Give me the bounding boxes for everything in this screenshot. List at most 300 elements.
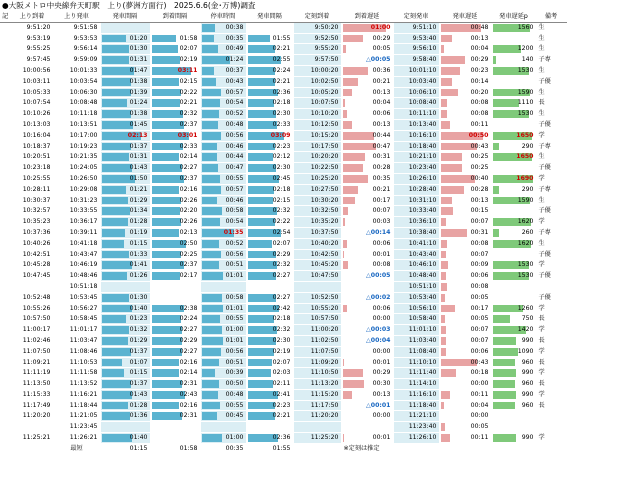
departure-delay-cell[interactable]	[439, 238, 491, 249]
dep-headway-cell[interactable]	[100, 249, 150, 260]
delay-p-cell[interactable]	[491, 206, 536, 217]
departure-cell[interactable]	[53, 55, 100, 66]
scheduled-arrival-cell[interactable]	[293, 98, 341, 109]
arrival-cell[interactable]	[11, 379, 53, 390]
summary-min-dep-headway[interactable]: 01:15	[100, 443, 150, 454]
delay-p-cell[interactable]	[491, 400, 536, 411]
delay-p-cell[interactable]	[491, 130, 536, 141]
interval-cell[interactable]	[246, 346, 293, 357]
note-cell[interactable]	[536, 141, 566, 152]
departure-delay-cell[interactable]	[439, 281, 491, 292]
arrival-cell[interactable]	[11, 76, 53, 87]
arrival-delay-cell[interactable]	[341, 238, 393, 249]
departure-cell[interactable]	[53, 195, 100, 206]
note-cell[interactable]	[536, 335, 566, 346]
departure-delay-cell[interactable]	[439, 130, 491, 141]
arrival-cell[interactable]	[11, 206, 53, 217]
interval-cell[interactable]	[246, 163, 293, 174]
dep-headway-cell[interactable]	[100, 173, 150, 184]
interval-cell[interactable]	[246, 325, 293, 336]
delay-p-cell[interactable]	[491, 346, 536, 357]
scheduled-arrival-cell[interactable]	[293, 379, 341, 390]
interval-cell[interactable]	[246, 379, 293, 390]
scheduled-departure-cell[interactable]	[393, 411, 439, 422]
scheduled-arrival-cell[interactable]	[293, 22, 341, 33]
row-marker-cell[interactable]	[0, 184, 11, 195]
dwell-cell[interactable]	[200, 173, 246, 184]
departure-cell[interactable]	[53, 400, 100, 411]
delay-p-cell[interactable]	[491, 87, 536, 98]
delay-p-cell[interactable]	[491, 152, 536, 163]
note-cell[interactable]	[536, 152, 566, 163]
scheduled-departure-cell[interactable]	[393, 357, 439, 368]
interval-cell[interactable]	[246, 303, 293, 314]
dwell-cell[interactable]	[200, 335, 246, 346]
interval-cell[interactable]	[246, 119, 293, 130]
row-marker-cell[interactable]	[0, 389, 11, 400]
arr-headway-cell[interactable]	[150, 65, 200, 76]
dwell-cell[interactable]	[200, 303, 246, 314]
dwell-cell[interactable]	[200, 152, 246, 163]
arrival-delay-cell[interactable]	[341, 281, 393, 292]
departure-delay-cell[interactable]	[439, 271, 491, 282]
dep-headway-cell[interactable]	[100, 314, 150, 325]
table-cell[interactable]	[293, 443, 341, 454]
dep-headway-cell[interactable]	[100, 163, 150, 174]
arr-headway-cell[interactable]	[150, 119, 200, 130]
dwell-cell[interactable]	[200, 55, 246, 66]
delay-p-cell[interactable]	[491, 325, 536, 336]
dwell-cell[interactable]	[200, 130, 246, 141]
scheduled-departure-cell[interactable]	[393, 335, 439, 346]
scheduled-departure-cell[interactable]	[393, 389, 439, 400]
header-cell[interactable]: 停車時間	[200, 12, 246, 22]
dep-headway-cell[interactable]	[100, 389, 150, 400]
delay-p-cell[interactable]	[491, 303, 536, 314]
departure-delay-cell[interactable]	[439, 227, 491, 238]
arr-headway-cell[interactable]	[150, 314, 200, 325]
dep-headway-cell[interactable]	[100, 119, 150, 130]
scheduled-arrival-cell[interactable]	[293, 325, 341, 336]
row-marker-cell[interactable]	[0, 303, 11, 314]
arrival-cell[interactable]	[11, 217, 53, 228]
dwell-cell[interactable]	[200, 271, 246, 282]
arrival-delay-cell[interactable]	[341, 119, 393, 130]
interval-cell[interactable]	[246, 87, 293, 98]
arrival-cell[interactable]	[11, 292, 53, 303]
interval-cell[interactable]	[246, 44, 293, 55]
departure-delay-cell[interactable]	[439, 292, 491, 303]
delay-p-cell[interactable]	[491, 357, 536, 368]
dwell-cell[interactable]	[200, 109, 246, 120]
departure-cell[interactable]	[53, 152, 100, 163]
arrival-cell[interactable]	[11, 422, 53, 433]
dep-headway-cell[interactable]	[100, 217, 150, 228]
arrival-delay-cell[interactable]	[341, 379, 393, 390]
scheduled-departure-cell[interactable]	[393, 346, 439, 357]
arrival-delay-cell[interactable]	[341, 22, 393, 33]
arrival-delay-cell[interactable]	[341, 325, 393, 336]
dwell-cell[interactable]	[200, 44, 246, 55]
header-cell[interactable]: 定刻到着	[293, 12, 341, 22]
delay-p-cell[interactable]	[491, 292, 536, 303]
summary-min-interval[interactable]: 01:55	[246, 443, 293, 454]
scheduled-departure-cell[interactable]	[393, 249, 439, 260]
scheduled-arrival-cell[interactable]	[293, 195, 341, 206]
dwell-cell[interactable]	[200, 249, 246, 260]
row-marker-cell[interactable]	[0, 271, 11, 282]
row-marker-cell[interactable]	[0, 249, 11, 260]
scheduled-departure-cell[interactable]	[393, 87, 439, 98]
dep-headway-cell[interactable]	[100, 206, 150, 217]
scheduled-departure-cell[interactable]	[393, 65, 439, 76]
dwell-cell[interactable]	[200, 281, 246, 292]
departure-cell[interactable]	[53, 357, 100, 368]
departure-delay-cell[interactable]	[439, 379, 491, 390]
note-cell[interactable]	[536, 163, 566, 174]
note-cell[interactable]	[536, 400, 566, 411]
scheduled-arrival-cell[interactable]	[293, 33, 341, 44]
arrival-delay-cell[interactable]	[341, 65, 393, 76]
arr-headway-cell[interactable]	[150, 238, 200, 249]
interval-cell[interactable]	[246, 206, 293, 217]
dwell-cell[interactable]	[200, 325, 246, 336]
row-marker-cell[interactable]	[0, 195, 11, 206]
departure-delay-cell[interactable]	[439, 389, 491, 400]
delay-p-cell[interactable]	[491, 76, 536, 87]
departure-cell[interactable]	[53, 292, 100, 303]
arr-headway-cell[interactable]	[150, 227, 200, 238]
arrival-delay-cell[interactable]	[341, 411, 393, 422]
dwell-cell[interactable]	[200, 368, 246, 379]
interval-cell[interactable]	[246, 422, 293, 433]
note-cell[interactable]	[536, 76, 566, 87]
departure-delay-cell[interactable]	[439, 249, 491, 260]
departure-delay-cell[interactable]	[439, 303, 491, 314]
delay-p-cell[interactable]	[491, 119, 536, 130]
interval-cell[interactable]	[246, 400, 293, 411]
scheduled-departure-cell[interactable]	[393, 368, 439, 379]
arrival-cell[interactable]	[11, 184, 53, 195]
arr-headway-cell[interactable]	[150, 260, 200, 271]
departure-delay-cell[interactable]	[439, 119, 491, 130]
arrival-delay-cell[interactable]	[341, 152, 393, 163]
scheduled-arrival-cell[interactable]	[293, 152, 341, 163]
departure-cell[interactable]	[53, 368, 100, 379]
table-cell[interactable]	[0, 443, 11, 454]
departure-cell[interactable]	[53, 206, 100, 217]
delay-p-cell[interactable]	[491, 368, 536, 379]
note-cell[interactable]	[536, 109, 566, 120]
scheduled-arrival-cell[interactable]	[293, 55, 341, 66]
arrival-delay-cell[interactable]	[341, 433, 393, 444]
delay-p-cell[interactable]	[491, 314, 536, 325]
row-marker-cell[interactable]	[0, 141, 11, 152]
interval-cell[interactable]	[246, 368, 293, 379]
row-marker-cell[interactable]	[0, 400, 11, 411]
row-marker-cell[interactable]	[0, 368, 11, 379]
arr-headway-cell[interactable]	[150, 422, 200, 433]
departure-delay-cell[interactable]	[439, 184, 491, 195]
departure-delay-cell[interactable]	[439, 163, 491, 174]
dwell-cell[interactable]	[200, 346, 246, 357]
interval-cell[interactable]	[246, 152, 293, 163]
departure-delay-cell[interactable]	[439, 206, 491, 217]
interval-cell[interactable]	[246, 249, 293, 260]
scheduled-arrival-cell[interactable]	[293, 184, 341, 195]
arr-headway-cell[interactable]	[150, 368, 200, 379]
dep-headway-cell[interactable]	[100, 130, 150, 141]
scheduled-arrival-cell[interactable]	[293, 76, 341, 87]
dwell-cell[interactable]	[200, 292, 246, 303]
departure-cell[interactable]	[53, 33, 100, 44]
note-cell[interactable]	[536, 227, 566, 238]
dwell-cell[interactable]	[200, 163, 246, 174]
arrival-delay-cell[interactable]	[341, 260, 393, 271]
delay-p-cell[interactable]	[491, 141, 536, 152]
arr-headway-cell[interactable]	[150, 22, 200, 33]
summary-min-dwell[interactable]: 00:35	[200, 443, 246, 454]
arr-headway-cell[interactable]	[150, 184, 200, 195]
scheduled-departure-cell[interactable]	[393, 109, 439, 120]
note-cell[interactable]	[536, 346, 566, 357]
scheduled-departure-cell[interactable]	[393, 195, 439, 206]
scheduled-departure-cell[interactable]	[393, 76, 439, 87]
scheduled-departure-cell[interactable]	[393, 227, 439, 238]
arrival-delay-cell[interactable]	[341, 314, 393, 325]
arrival-cell[interactable]	[11, 33, 53, 44]
header-cell[interactable]: 発車遅延p	[491, 12, 536, 22]
arr-headway-cell[interactable]	[150, 141, 200, 152]
scheduled-departure-cell[interactable]	[393, 130, 439, 141]
dep-headway-cell[interactable]	[100, 368, 150, 379]
dep-headway-cell[interactable]	[100, 281, 150, 292]
dwell-cell[interactable]	[200, 119, 246, 130]
arrival-delay-cell[interactable]	[341, 76, 393, 87]
departure-delay-cell[interactable]	[439, 87, 491, 98]
summary-label[interactable]: 最短	[53, 443, 100, 454]
departure-delay-cell[interactable]	[439, 55, 491, 66]
scheduled-arrival-cell[interactable]	[293, 227, 341, 238]
dwell-cell[interactable]	[200, 227, 246, 238]
note-cell[interactable]	[536, 249, 566, 260]
scheduled-departure-cell[interactable]	[393, 379, 439, 390]
scheduled-departure-cell[interactable]	[393, 163, 439, 174]
departure-delay-cell[interactable]	[439, 422, 491, 433]
row-marker-cell[interactable]	[0, 76, 11, 87]
scheduled-departure-cell[interactable]	[393, 55, 439, 66]
arrival-cell[interactable]	[11, 303, 53, 314]
scheduled-arrival-cell[interactable]	[293, 249, 341, 260]
note-cell[interactable]	[536, 206, 566, 217]
note-cell[interactable]	[536, 303, 566, 314]
scheduled-departure-cell[interactable]	[393, 433, 439, 444]
arr-headway-cell[interactable]	[150, 195, 200, 206]
row-marker-cell[interactable]	[0, 325, 11, 336]
dep-headway-cell[interactable]	[100, 238, 150, 249]
delay-p-cell[interactable]	[491, 249, 536, 260]
dwell-cell[interactable]	[200, 184, 246, 195]
scheduled-arrival-cell[interactable]	[293, 141, 341, 152]
header-cell[interactable]: 備考	[536, 12, 566, 22]
dep-headway-cell[interactable]	[100, 98, 150, 109]
arrival-delay-cell[interactable]	[341, 292, 393, 303]
arrival-delay-cell[interactable]	[341, 249, 393, 260]
departure-delay-cell[interactable]	[439, 195, 491, 206]
dep-headway-cell[interactable]	[100, 379, 150, 390]
departure-delay-cell[interactable]	[439, 44, 491, 55]
arrival-cell[interactable]	[11, 119, 53, 130]
arrival-cell[interactable]	[11, 346, 53, 357]
arrival-cell[interactable]	[11, 109, 53, 120]
scheduled-arrival-cell[interactable]	[293, 173, 341, 184]
dwell-cell[interactable]	[200, 411, 246, 422]
row-marker-cell[interactable]	[0, 238, 11, 249]
row-marker-cell[interactable]	[0, 98, 11, 109]
departure-cell[interactable]	[53, 76, 100, 87]
departure-cell[interactable]	[53, 227, 100, 238]
note-cell[interactable]	[536, 314, 566, 325]
arrival-cell[interactable]	[11, 389, 53, 400]
departure-cell[interactable]	[53, 379, 100, 390]
dep-headway-cell[interactable]	[100, 109, 150, 120]
note-cell[interactable]	[536, 389, 566, 400]
dep-headway-cell[interactable]	[100, 22, 150, 33]
arr-headway-cell[interactable]	[150, 163, 200, 174]
departure-delay-cell[interactable]	[439, 260, 491, 271]
arrival-delay-cell[interactable]	[341, 346, 393, 357]
delay-p-cell[interactable]	[491, 55, 536, 66]
departure-cell[interactable]	[53, 260, 100, 271]
note-cell[interactable]	[536, 87, 566, 98]
interval-cell[interactable]	[246, 227, 293, 238]
dep-headway-cell[interactable]	[100, 141, 150, 152]
note-cell[interactable]	[536, 55, 566, 66]
scheduled-arrival-cell[interactable]	[293, 238, 341, 249]
interval-cell[interactable]	[246, 217, 293, 228]
dep-headway-cell[interactable]	[100, 325, 150, 336]
scheduled-departure-cell[interactable]	[393, 44, 439, 55]
arrival-delay-cell[interactable]	[341, 98, 393, 109]
delay-p-cell[interactable]	[491, 281, 536, 292]
departure-cell[interactable]	[53, 335, 100, 346]
interval-cell[interactable]	[246, 98, 293, 109]
delay-p-cell[interactable]	[491, 379, 536, 390]
scheduled-arrival-cell[interactable]	[293, 303, 341, 314]
delay-p-cell[interactable]	[491, 173, 536, 184]
row-marker-cell[interactable]	[0, 227, 11, 238]
note-cell[interactable]	[536, 433, 566, 444]
row-marker-cell[interactable]	[0, 411, 11, 422]
delay-p-cell[interactable]	[491, 422, 536, 433]
note-cell[interactable]	[536, 44, 566, 55]
note-cell[interactable]	[536, 260, 566, 271]
interval-cell[interactable]	[246, 260, 293, 271]
dep-headway-cell[interactable]	[100, 411, 150, 422]
arrival-delay-cell[interactable]	[341, 195, 393, 206]
delay-p-cell[interactable]	[491, 195, 536, 206]
departure-cell[interactable]	[53, 281, 100, 292]
delay-p-cell[interactable]	[491, 44, 536, 55]
arrival-delay-cell[interactable]	[341, 184, 393, 195]
interval-cell[interactable]	[246, 130, 293, 141]
interval-cell[interactable]	[246, 55, 293, 66]
row-marker-cell[interactable]	[0, 281, 11, 292]
arrival-delay-cell[interactable]	[341, 389, 393, 400]
dep-headway-cell[interactable]	[100, 346, 150, 357]
departure-cell[interactable]	[53, 314, 100, 325]
scheduled-departure-cell[interactable]	[393, 33, 439, 44]
scheduled-departure-cell[interactable]	[393, 22, 439, 33]
delay-p-cell[interactable]	[491, 98, 536, 109]
row-marker-cell[interactable]	[0, 163, 11, 174]
arrival-cell[interactable]	[11, 281, 53, 292]
interval-cell[interactable]	[246, 109, 293, 120]
departure-delay-cell[interactable]	[439, 217, 491, 228]
interval-cell[interactable]	[246, 357, 293, 368]
delay-p-cell[interactable]	[491, 433, 536, 444]
departure-delay-cell[interactable]	[439, 141, 491, 152]
arr-headway-cell[interactable]	[150, 217, 200, 228]
arrival-cell[interactable]	[11, 130, 53, 141]
departure-cell[interactable]	[53, 389, 100, 400]
table-cell[interactable]	[536, 443, 566, 454]
departure-delay-cell[interactable]	[439, 173, 491, 184]
delay-p-cell[interactable]	[491, 163, 536, 174]
arrival-delay-cell[interactable]	[341, 173, 393, 184]
arr-headway-cell[interactable]	[150, 152, 200, 163]
arr-headway-cell[interactable]	[150, 76, 200, 87]
arrival-cell[interactable]	[11, 357, 53, 368]
delay-p-cell[interactable]	[491, 335, 536, 346]
header-cell[interactable]: 到着間隔	[150, 12, 200, 22]
scheduled-arrival-cell[interactable]	[293, 281, 341, 292]
dwell-cell[interactable]	[200, 217, 246, 228]
row-marker-cell[interactable]	[0, 433, 11, 444]
arr-headway-cell[interactable]	[150, 44, 200, 55]
note-cell[interactable]	[536, 368, 566, 379]
arrival-delay-cell[interactable]	[341, 303, 393, 314]
departure-delay-cell[interactable]	[439, 314, 491, 325]
departure-delay-cell[interactable]	[439, 357, 491, 368]
departure-delay-cell[interactable]	[439, 335, 491, 346]
scheduled-departure-cell[interactable]	[393, 314, 439, 325]
scheduled-departure-cell[interactable]	[393, 260, 439, 271]
departure-cell[interactable]	[53, 98, 100, 109]
dep-headway-cell[interactable]	[100, 227, 150, 238]
dep-headway-cell[interactable]	[100, 195, 150, 206]
scheduled-arrival-cell[interactable]	[293, 422, 341, 433]
departure-cell[interactable]	[53, 238, 100, 249]
note-cell[interactable]	[536, 271, 566, 282]
scheduled-departure-cell[interactable]	[393, 141, 439, 152]
scheduled-arrival-cell[interactable]	[293, 314, 341, 325]
scheduled-arrival-cell[interactable]	[293, 433, 341, 444]
arrival-delay-cell[interactable]	[341, 87, 393, 98]
note-cell[interactable]	[536, 292, 566, 303]
departure-cell[interactable]	[53, 184, 100, 195]
departure-delay-cell[interactable]	[439, 152, 491, 163]
departure-cell[interactable]	[53, 130, 100, 141]
arrival-cell[interactable]	[11, 314, 53, 325]
note-cell[interactable]	[536, 422, 566, 433]
arrival-delay-cell[interactable]	[341, 400, 393, 411]
scheduled-arrival-cell[interactable]	[293, 400, 341, 411]
arrival-cell[interactable]	[11, 65, 53, 76]
departure-delay-cell[interactable]	[439, 22, 491, 33]
interval-cell[interactable]	[246, 389, 293, 400]
arrival-cell[interactable]	[11, 163, 53, 174]
